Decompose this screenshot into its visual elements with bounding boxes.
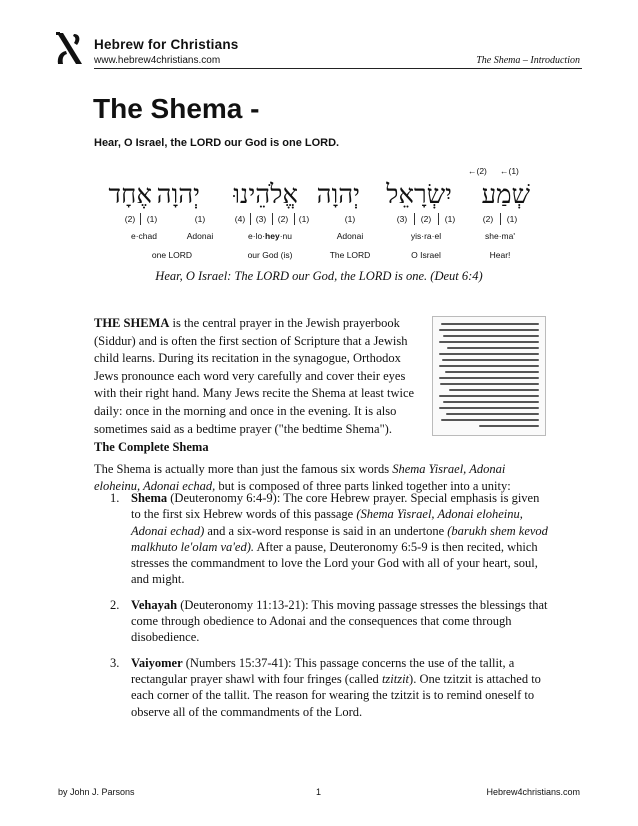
hebrew-word-echad: אֶחָד [108, 180, 152, 210]
letter-divider [140, 213, 141, 225]
hebrew-word-adonai-2: יְהוָה [156, 180, 200, 210]
arrow-label-2: ←(2) [468, 166, 487, 176]
letter-divider [294, 213, 295, 225]
shema-hebrew-diagram [110, 166, 530, 262]
gloss-hear: Hear! [489, 250, 511, 260]
part-number: (1) [506, 214, 518, 224]
part-number: (3) [396, 214, 408, 224]
hebrew-word-eloheinu: אֱלֹהֵינוּ [233, 180, 298, 210]
page-title: The Shema - [93, 93, 260, 124]
page-subtitle: Hear, O Israel, the LORD our God is one LORD. [94, 137, 340, 149]
hebrew-word-yisrael: יִשְׂרָאֵל [386, 180, 452, 210]
part-number: (2) [277, 214, 289, 224]
gloss-o-israel: O Israel [411, 250, 441, 260]
running-head: The Shema – Introduction [476, 55, 580, 66]
footer-page-number: 1 [316, 787, 322, 797]
part-number: (1) [444, 214, 456, 224]
hebrew-word-shema: שְׁמַע [481, 180, 530, 210]
gloss-our-god: our God (is) [247, 250, 293, 260]
translit-shema: she·ma' [485, 231, 515, 241]
site-url[interactable]: www.hebrew4christians.com [94, 55, 221, 66]
list-item: 2. Vehayah (Deuteronomy 11:13-21): This moving passage stresses the blessings that come through obedience to Adonai and the consequences that come through disobedience. [110, 597, 548, 645]
translit-yisrael: yis·ra·el [410, 231, 442, 241]
part-number: (2) [124, 214, 136, 224]
part-number: (1) [194, 214, 206, 224]
section-heading: The Complete Shema [94, 440, 209, 454]
letter-divider [250, 213, 251, 225]
part-number: (2) [482, 214, 494, 224]
siddur-page-image [432, 316, 546, 436]
header-rule [94, 68, 582, 69]
section-intro: The Shema is actually more than just the famous six words Shema Yisrael, Adonai eloheinu, Adonai echad, but is composed of three parts linked together into a unity: [94, 462, 511, 493]
part-number: (1) [146, 214, 158, 224]
translit-adonai: Adonai [336, 231, 364, 241]
intro-lead: THE SHEMA [94, 316, 170, 330]
shema-parts-list [110, 490, 550, 729]
part-number: (3) [255, 214, 267, 224]
letter-divider [500, 213, 501, 225]
intro-text: is the central prayer in the Jewish prayerbook (Siddur) and is often the first section of Scripture that a Jewish child learns. During its recitation in the synagogue, Orthodox Jews pronounce each word very carefully and cover their eyes with their right hand. Many Jews recite the Shema at least twice daily: once in the morning and once in the evening. It is also sometimes said as a bedtime prayer ("the bedtime Shema"). [94, 316, 415, 436]
list-item: 3. Vaiyomer (Numbers 15:37-41): This passage concerns the use of the tallit, a rectangular prayer shawl with four fringes (called tzitzit). One tzitzit is attached to each corner of the tallit. The reason for wearing the tzitzit is to remind oneself to observe all of the commandments of the Lord. [110, 655, 541, 719]
part-number: (4) [234, 214, 246, 224]
translit-adonai-2: Adonai [186, 231, 214, 241]
site-logo [54, 30, 86, 68]
footer-author: by John J. Parsons [58, 787, 135, 797]
gloss-the-lord: The LORD [329, 250, 371, 260]
hebrew-word-adonai: יְהוָה [316, 180, 360, 210]
arrow-label-1: ←(1) [500, 166, 519, 176]
gloss-one-lord: one LORD [151, 250, 193, 260]
letter-divider [438, 213, 439, 225]
verse-caption: Hear, O Israel: The LORD our God, the LORD is one. (Deut 6:4) [155, 269, 483, 283]
part-number: (1) [298, 214, 310, 224]
translit-eloheinu: e·lo·hey·nu [248, 231, 292, 241]
letter-divider [272, 213, 273, 225]
site-title: Hebrew for Christians [94, 37, 239, 52]
letter-divider [414, 213, 415, 225]
footer-site[interactable]: Hebrew4christians.com [486, 787, 580, 797]
part-number: (2) [420, 214, 432, 224]
translit-echad: e·chad [131, 231, 157, 241]
intro-paragraph [94, 315, 416, 438]
list-item: 1. Shema (Deuteronomy 6:4-9): The core Hebrew prayer. Special emphasis is given to the first six Hebrew words of this passage (Shema Yisrael, Adonai eloheinu, Adonai echad) and a six-word response is said in an undertone (barukh shem kevod malkhuto le'olam va'ed). After a pause, Deuteronomy 6:5-9 is then recited, which stresses the commandment to love the Lord your God with all of your heart, soul, and might. [110, 491, 548, 587]
part-number: (1) [344, 214, 356, 224]
